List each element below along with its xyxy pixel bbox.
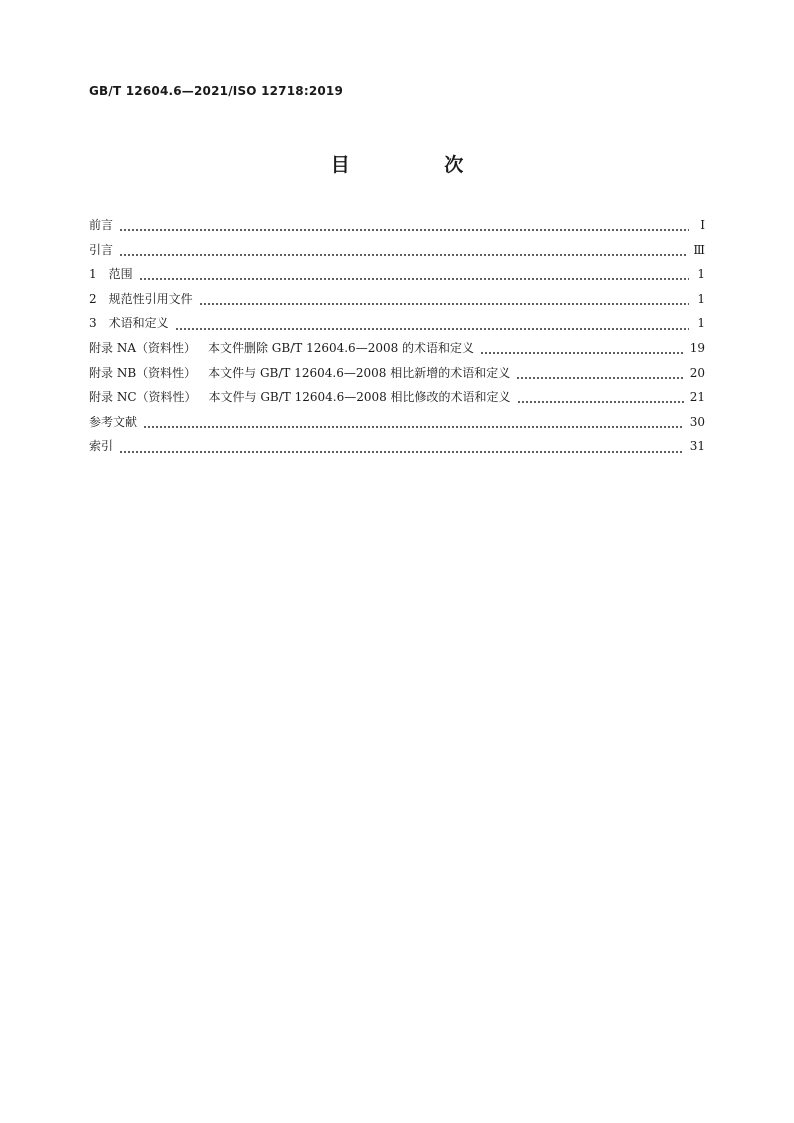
toc-dot-leader xyxy=(175,320,689,334)
toc-entry-text: 前言 xyxy=(89,218,114,232)
toc-annex-label: 附录 NB（资料性） xyxy=(89,365,197,380)
toc-entry-label xyxy=(89,216,113,233)
toc-entry-label xyxy=(89,290,193,307)
toc-entry-label xyxy=(89,241,113,258)
toc-annex-label: 附录 NC（资料性） xyxy=(89,390,197,405)
toc-page-number: 1 xyxy=(697,267,705,282)
toc-entry-label xyxy=(89,364,510,381)
toc-title: 目 次 xyxy=(330,154,508,176)
toc-page-number: Ⅲ xyxy=(693,242,705,257)
toc-entry-label xyxy=(89,388,511,405)
toc-entry-annex-nb[interactable] xyxy=(89,364,705,389)
toc-dot-leader xyxy=(516,369,684,383)
toc-entry-index[interactable] xyxy=(89,437,705,462)
toc-entry-annex-nc[interactable] xyxy=(89,388,705,413)
toc-entry-label xyxy=(89,339,474,356)
toc-entry-scope[interactable] xyxy=(89,265,705,290)
standard-identifier: GB/T 12604.6—2021/ISO 12718:2019 xyxy=(89,84,344,98)
toc-page-number: 20 xyxy=(689,365,705,380)
toc-dot-leader xyxy=(119,221,689,235)
toc-entry-text: 引言 xyxy=(89,242,114,257)
toc-page-number: 1 xyxy=(697,316,705,331)
toc-dot-leader xyxy=(199,295,689,309)
toc-dot-leader xyxy=(119,443,684,457)
toc-page-number: 19 xyxy=(689,340,705,355)
toc-dot-leader xyxy=(517,393,684,407)
toc-dot-leader xyxy=(139,270,689,284)
toc-page-number: Ⅰ xyxy=(700,218,705,232)
toc-entry-label xyxy=(89,265,133,282)
toc-entry-label xyxy=(89,437,113,454)
toc-entry-terms-and-definitions[interactable] xyxy=(89,314,705,339)
toc-entry-text: 术语和定义 xyxy=(108,316,169,331)
toc-entry-bibliography[interactable] xyxy=(89,413,705,438)
toc-entry-number: 2 xyxy=(89,291,97,306)
toc-entry-number: 3 xyxy=(89,316,97,331)
toc-entry-text: 本文件与 GB/T 12604.6—2008 相比修改的术语和定义 xyxy=(208,390,511,405)
toc-entry-text: 本文件与 GB/T 12604.6—2008 相比新增的术语和定义 xyxy=(208,365,511,380)
toc-entry-normative-references[interactable] xyxy=(89,290,705,315)
toc-entry-text: 范围 xyxy=(108,267,133,282)
toc-page-number: 21 xyxy=(689,390,705,405)
toc-entry-text: 本文件删除 GB/T 12604.6—2008 的术语和定义 xyxy=(207,340,475,355)
toc-entry-foreword[interactable] xyxy=(89,216,705,241)
toc-page-number: 1 xyxy=(697,291,705,306)
toc-entry-text: 规范性引用文件 xyxy=(108,291,193,306)
toc-dot-leader xyxy=(119,246,687,260)
toc-entry-label xyxy=(89,314,169,331)
toc-entry-label xyxy=(89,413,137,430)
toc-page-number: 31 xyxy=(689,439,705,454)
toc-annex-label: 附录 NA（资料性） xyxy=(89,340,196,355)
toc-dot-leader xyxy=(480,344,684,358)
toc-dot-leader xyxy=(143,418,684,432)
toc-page-number: 30 xyxy=(689,414,705,429)
table-of-contents xyxy=(89,216,705,462)
toc-entry-introduction[interactable] xyxy=(89,241,705,266)
toc-entry-text: 参考文献 xyxy=(89,414,138,429)
toc-entry-number: 1 xyxy=(89,267,97,282)
toc-entry-annex-na[interactable] xyxy=(89,339,705,364)
toc-entry-text: 索引 xyxy=(89,439,114,454)
